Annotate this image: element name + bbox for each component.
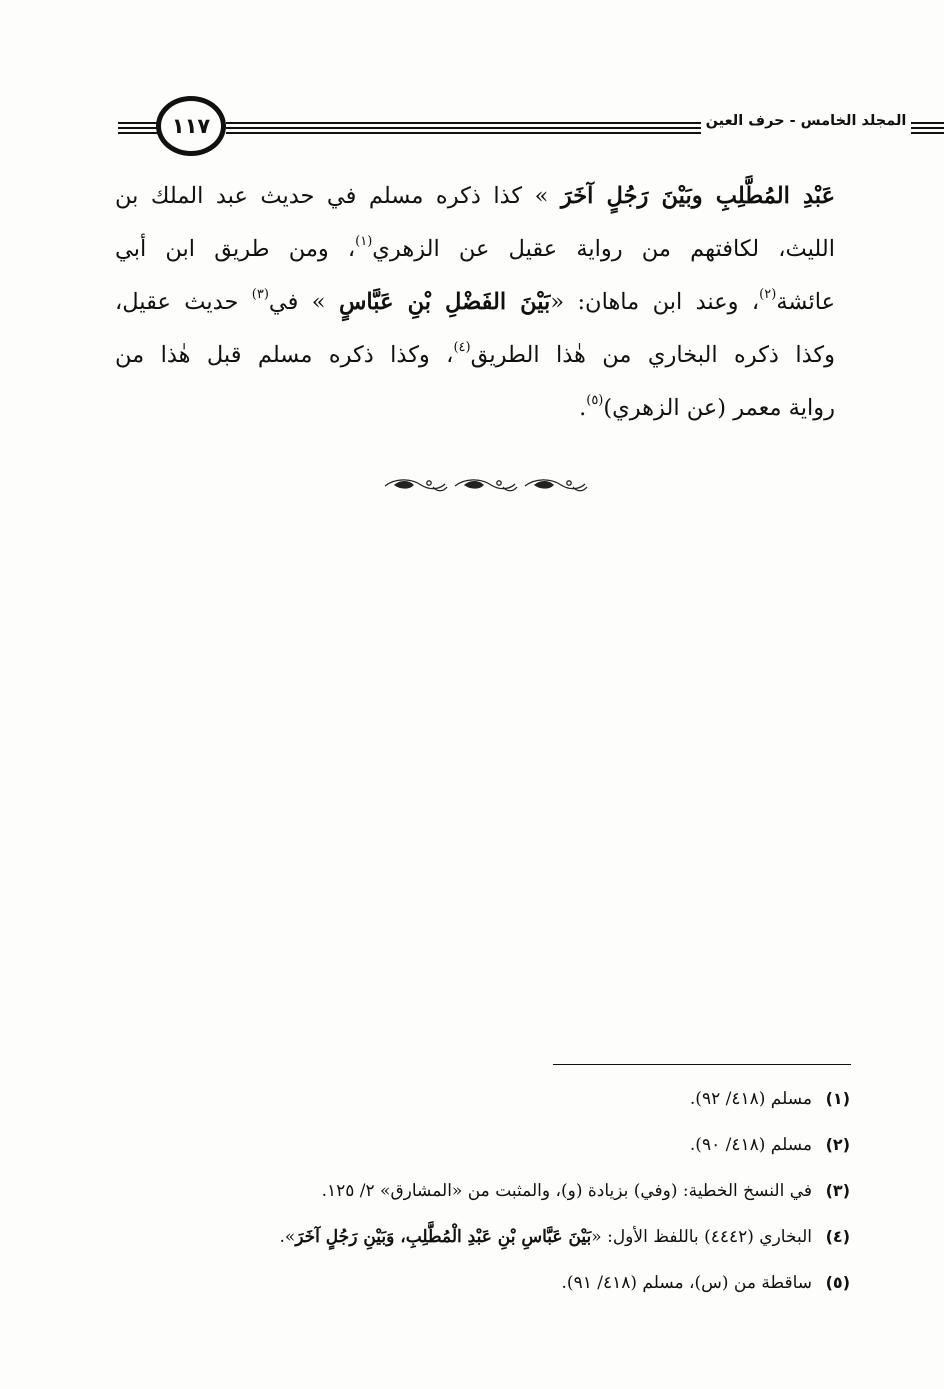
- footnote-number: (١): [825, 1089, 850, 1108]
- header-rule: [911, 127, 944, 129]
- footnote-number: (٥): [825, 1273, 850, 1292]
- quote-bold: عَبْدِ المُطَّلِبِ وبَيْنَ رَجُلٍ آخَرَ: [560, 183, 836, 209]
- footnote-number: (٢): [825, 1135, 850, 1154]
- footnote-separator: [553, 1064, 851, 1065]
- footnote-text: ساقطة من (س)، مسلم (٤١٨/ ٩١).: [561, 1273, 812, 1293]
- footnote-text: مسلم (٤١٨/ ٩٢).: [689, 1089, 812, 1109]
- body-text-run: ، وعند ابن ماهان: «: [550, 289, 760, 315]
- header-rule: [226, 127, 701, 129]
- body-text-run: ، وكذا ذكره مسلم قبل هٰذا من: [115, 342, 454, 368]
- header-rule: [118, 127, 158, 129]
- body-text-run: رواية معمر (عن الزهري): [603, 395, 835, 421]
- footnotes: [130, 1076, 850, 1306]
- footnote-ref-1[interactable]: (١): [355, 234, 373, 249]
- body-text-run: ، ومن طريق ابن أبي: [115, 236, 356, 262]
- footnote-quote-bold: بَيْنَ عَبَّاسِ بْنِ عَبْدِ الْمُطَّلِبِ، وَبَيْنِ رَجُلٍ آخَرَ: [295, 1227, 592, 1247]
- footnote-text-run: ».: [279, 1227, 296, 1247]
- footnote-text: [279, 1214, 812, 1260]
- body-line-1: [115, 170, 835, 223]
- body-text-run: عائشة: [776, 289, 835, 315]
- footnote-ref-3[interactable]: (٣): [251, 287, 269, 302]
- running-title: المجلد الخامس - حرف العين: [705, 113, 907, 129]
- quote-bold: بَيْنَ الفَضْلِ بْنِ عَبَّاسٍ: [338, 289, 551, 315]
- footnote-text: في النسخ الخطية: (وفي) بزيادة (و)، والمثبت من «المشارق» ٢/ ١٢٥.: [321, 1181, 812, 1201]
- footnote-ref-4[interactable]: (٤): [453, 340, 471, 355]
- header-rule: [226, 132, 701, 134]
- body-paragraph: [115, 170, 835, 435]
- body-line-4: [115, 329, 835, 382]
- footnote-item: [130, 1260, 850, 1306]
- body-text-run: .: [579, 395, 587, 421]
- body-text-run: وكذا ذكره البخاري من هٰذا الطريق: [470, 342, 835, 368]
- ornament-divider-icon: [381, 474, 589, 496]
- footnote-ref-2[interactable]: (٢): [759, 287, 777, 302]
- page-number: [156, 96, 226, 156]
- body-line-3: [115, 276, 835, 329]
- footnote-text-run: البخاري (٤٤٤٢) باللفظ الأول: «: [591, 1227, 812, 1247]
- footnote-item: [130, 1122, 850, 1168]
- footnote-text: مسلم (٤١٨/ ٩٠).: [689, 1135, 812, 1155]
- header-rule: [118, 122, 158, 124]
- header-rule: [911, 132, 944, 134]
- header-rule: [118, 132, 158, 134]
- page-number-text: ١١٧: [171, 114, 211, 138]
- body-line-5: [115, 382, 835, 435]
- footnote-number: (٣): [825, 1181, 850, 1200]
- footnote-ref-5[interactable]: (٥): [586, 393, 604, 408]
- footnote-item: [130, 1214, 850, 1260]
- footnote-item: [130, 1076, 850, 1122]
- footnote-item: [130, 1168, 850, 1214]
- body-text-run: الليث، لكافتهم من رواية عقيل عن الزهري: [372, 236, 835, 262]
- header-rule: [226, 122, 701, 124]
- footnote-number: (٤): [825, 1227, 850, 1246]
- page-header: [118, 96, 907, 156]
- body-text-run: حديث عقيل،: [115, 289, 239, 315]
- body-text-run: » كذا ذكره مسلم في حديث عبد الملك بن: [115, 183, 549, 209]
- header-rule: [911, 122, 944, 124]
- body-text-run: » في: [268, 289, 326, 315]
- body-line-2: [115, 223, 835, 276]
